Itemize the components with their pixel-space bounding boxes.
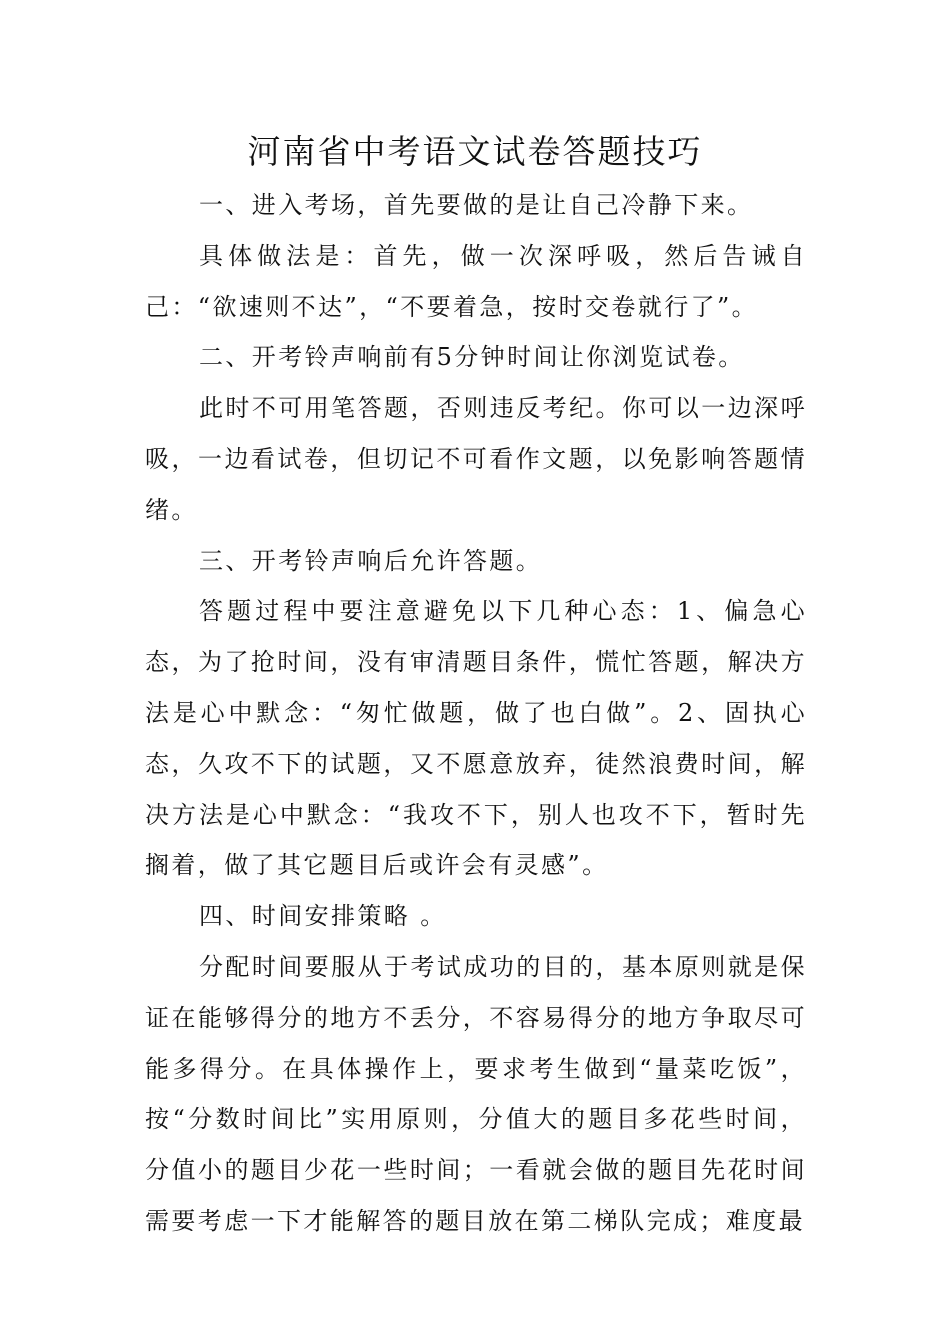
- document-body: [145, 180, 807, 1247]
- paragraph-step-three-detail: 答题过程中要注意避免以下几种心态：1、偏急心态，为了抢时间，没有审清题目条件，慌忙答题，解决方法是心中默念：“匆忙做题，做了也白做”。2、固执心态，久攻不下的试题，又不愿意放弃，徒然浪费时间，解决方法是心中默念：“我攻不下，别人也攻不下，暂时先搁着，做了其它题目后或许会有灵感”。: [145, 597, 807, 880]
- paragraph-step-one: 一、进入考场，首先要做的是让自己冷静下来。: [199, 191, 754, 219]
- paragraph-step-four: 四、时间安排策略 。: [199, 902, 447, 931]
- paragraph-step-two-detail: 此时不可用笔答题，否则违反考纪。你可以一边深呼吸，一边看试卷，但切记不可看作文题，以免影响答题情绪。: [145, 394, 807, 524]
- paragraph-step-two: 二、开考铃声响前有5分钟时间让你浏览试卷。: [199, 343, 745, 372]
- document-title: 河南省中考语文试卷答题技巧: [247, 132, 703, 171]
- paragraph-step-one-detail: 具体做法是：首先，做一次深呼吸，然后告诫自己：“欲速则不达”，“不要着急，按时交卷就行了”。: [145, 241, 807, 321]
- paragraph-step-four-detail: 分配时间要服从于考试成功的目的，基本原则就是保证在能够得分的地方不丢分，不容易得分的地方争取尽可能多得分。在具体操作上，要求考生做到“量菜吃饭”，按“分数时间比”实用原则，分值大的题目多花些时间，分值小的题目少花一些时间；一看就会做的题目先花时间需要考虑一下才能解答的题目放在第二梯队完成；难度最: [145, 952, 807, 1235]
- paragraph-step-three: 三、开考铃声响后允许答题。: [199, 546, 543, 575]
